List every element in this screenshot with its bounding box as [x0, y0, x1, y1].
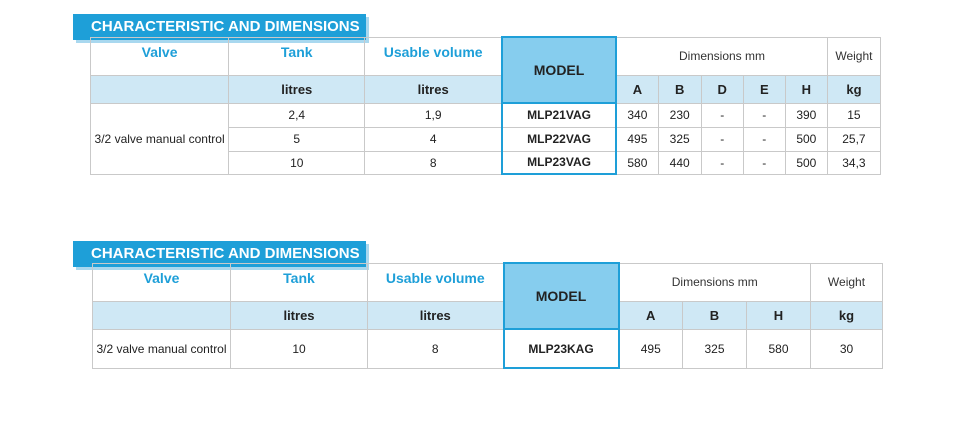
valve-subheader: [91, 75, 229, 103]
usable-cell: 8: [365, 151, 502, 174]
usable-cell: 1,9: [365, 103, 502, 127]
characteristics-table-2: [92, 262, 883, 369]
tank-header: Tank: [229, 37, 365, 75]
tank-unit: litres: [229, 75, 365, 103]
tank-cell: 10: [231, 329, 368, 368]
weight-unit: kg: [827, 75, 880, 103]
dim-b-cell: 440: [658, 151, 701, 174]
dim-e-header: E: [743, 75, 785, 103]
weight-cell: 15: [827, 103, 880, 127]
dim-h-header: H: [747, 301, 811, 329]
valve-header: Valve: [93, 263, 231, 301]
valve-header: Valve: [91, 37, 229, 75]
weight-cell: 34,3: [827, 151, 880, 174]
weight-cell: 25,7: [827, 127, 880, 151]
dim-h-cell: 500: [785, 127, 827, 151]
model-cell: MLP21VAG: [502, 103, 616, 127]
usable-unit: litres: [365, 75, 502, 103]
dim-b-cell: 230: [658, 103, 701, 127]
weight-cell: 30: [811, 329, 883, 368]
valve-subheader: [93, 301, 231, 329]
section-banner-1: CHARACTERISTIC AND DIMENSIONS: [73, 14, 366, 40]
dim-b-header: B: [658, 75, 701, 103]
usable-cell: 4: [365, 127, 502, 151]
usable-volume-header: Usable volume: [368, 263, 504, 301]
dim-h-cell: 580: [747, 329, 811, 368]
dim-a-header: A: [616, 75, 658, 103]
dim-b-cell: 325: [658, 127, 701, 151]
dim-d-cell: -: [701, 103, 743, 127]
dim-e-cell: -: [743, 151, 785, 174]
characteristics-table-1: [90, 36, 881, 175]
tank-unit: litres: [231, 301, 368, 329]
model-cell: MLP23KAG: [504, 329, 619, 368]
table-row: [91, 103, 881, 127]
dim-a-cell: 495: [616, 127, 658, 151]
dim-d-cell: -: [701, 151, 743, 174]
usable-unit: litres: [368, 301, 504, 329]
valve-type-cell: 3/2 valve manual control: [93, 329, 231, 368]
dimensions-header: Dimensions mm: [616, 37, 827, 75]
dim-a-header: A: [619, 301, 683, 329]
weight-header: Weight: [811, 263, 883, 301]
dim-h-header: H: [785, 75, 827, 103]
tank-cell: 5: [229, 127, 365, 151]
tank-cell: 10: [229, 151, 365, 174]
dim-a-cell: 580: [616, 151, 658, 174]
usable-cell: 8: [368, 329, 504, 368]
dimensions-header: Dimensions mm: [619, 263, 811, 301]
tank-cell: 2,4: [229, 103, 365, 127]
dim-e-cell: -: [743, 127, 785, 151]
dim-b-cell: 325: [683, 329, 747, 368]
usable-volume-header: Usable volume: [365, 37, 502, 75]
dim-d-cell: -: [701, 127, 743, 151]
dim-h-cell: 500: [785, 151, 827, 174]
dim-d-header: D: [701, 75, 743, 103]
tank-header: Tank: [231, 263, 368, 301]
dim-b-header: B: [683, 301, 747, 329]
dim-e-cell: -: [743, 103, 785, 127]
dim-a-cell: 495: [619, 329, 683, 368]
valve-type-cell: 3/2 valve manual control: [91, 103, 229, 174]
dim-h-cell: 390: [785, 103, 827, 127]
model-header: MODEL: [502, 37, 616, 103]
table-row: [93, 329, 883, 368]
section-banner-2: CHARACTERISTIC AND DIMENSIONS: [73, 241, 366, 267]
model-header: MODEL: [504, 263, 619, 329]
weight-header: Weight: [827, 37, 880, 75]
model-cell: MLP23VAG: [502, 151, 616, 174]
dim-a-cell: 340: [616, 103, 658, 127]
model-cell: MLP22VAG: [502, 127, 616, 151]
weight-unit: kg: [811, 301, 883, 329]
